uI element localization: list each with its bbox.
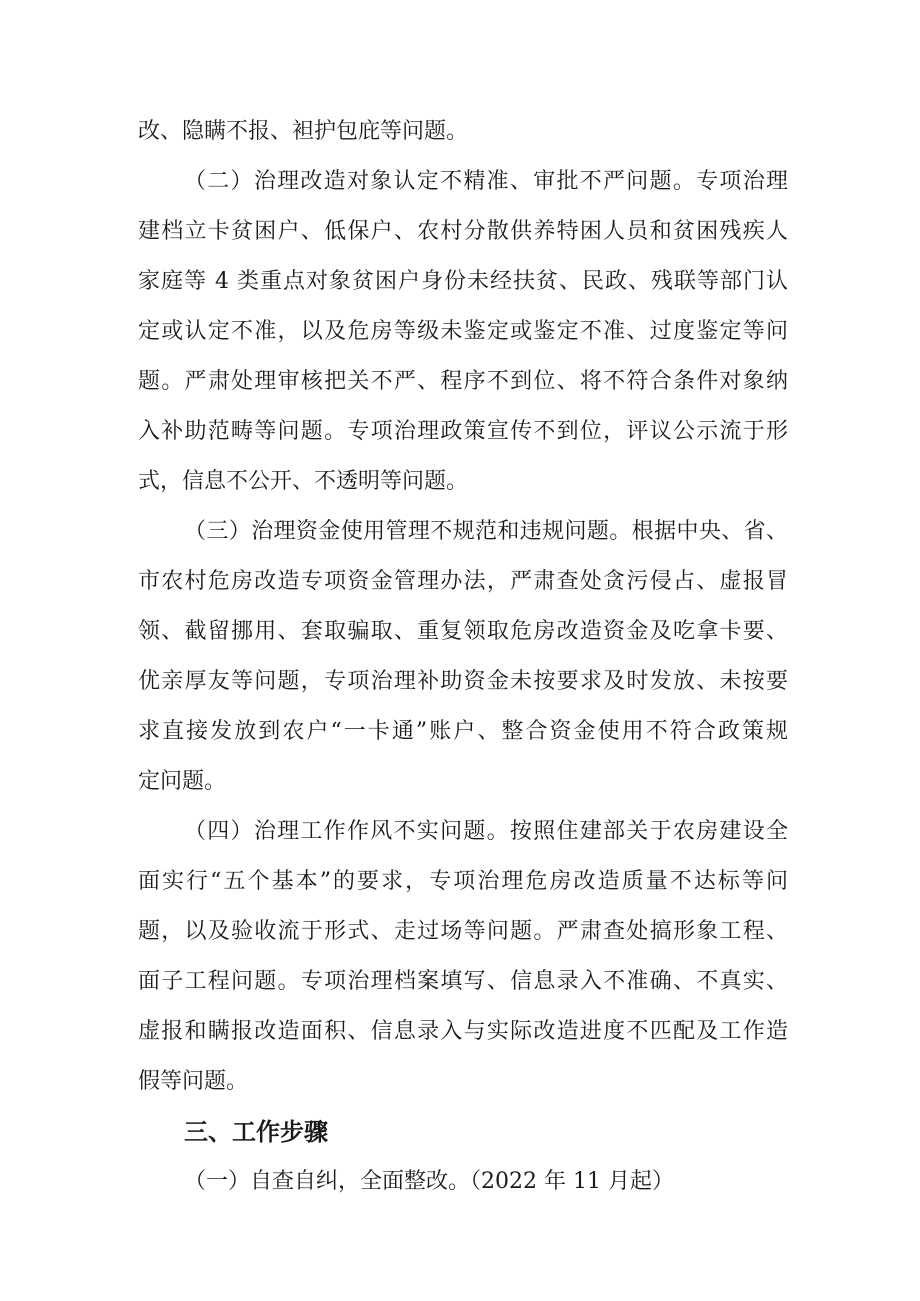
paragraph-line: 式，信息不公开、不透明等问题。 [138, 469, 469, 494]
section-heading: 三、工作步骤 [184, 1118, 328, 1146]
paragraph-line: 入补助范畴等问题。专项治理政策宣传不到位，评议公示流于形 [138, 419, 788, 444]
paragraph-line: 定或认定不准，以及危房等级未鉴定或鉴定不准、过度鉴定等问 [138, 319, 788, 344]
paragraph-line: （四）治理工作作风不实问题。按照住建部关于农房建设全 [184, 819, 788, 844]
paragraph-line: 假等问题。 [138, 1069, 249, 1094]
paragraph-line: 面实行“五个基本”的要求，专项治理危房改造质量不达标等问 [138, 869, 788, 894]
paragraph-line: 定问题。 [138, 769, 227, 794]
paragraph-line: 领、截留挪用、套取骗取、重复领取危房改造资金及吃拿卡要、 [138, 619, 788, 644]
paragraph-line: （二）治理改造对象认定不精准、审批不严问题。专项治理 [184, 169, 788, 194]
paragraph-line: 改、隐瞒不报、袒护包庇等问题。 [138, 119, 469, 144]
paragraph-line: 建档立卡贫困户、低保户、农村分散供养特困人员和贫困残疾人 [138, 219, 788, 244]
paragraph-line: 题。严肃处理审核把关不严、程序不到位、将不符合条件对象纳 [138, 369, 788, 394]
paragraph-line: 家庭等 4 类重点对象贫困户身份未经扶贫、民政、残联等部门认 [138, 269, 788, 294]
paragraph-line: 题，以及验收流于形式、走过场等问题。严肃查处搞形象工程、 [138, 919, 788, 944]
paragraph-line: 虚报和瞒报改造面积、信息录入与实际改造进度不匹配及工作造 [138, 1019, 788, 1044]
paragraph-line: 市农村危房改造专项资金管理办法，严肃查处贪污侵占、虚报冒 [138, 569, 788, 594]
subsection-heading: （一）自查自纠，全面整改。（2022 年 11 月起） [184, 1169, 674, 1194]
paragraph-line: 面子工程问题。专项治理档案填写、信息录入不准确、不真实、 [138, 969, 788, 994]
paragraph-line: 优亲厚友等问题，专项治理补助资金未按要求及时发放、未按要 [138, 669, 788, 694]
paragraph-line: （三）治理资金使用管理不规范和违规问题。根据中央、省、 [184, 519, 788, 544]
paragraph-line: 求直接发放到农户“一卡通”账户、整合资金使用不符合政策规 [138, 719, 788, 744]
